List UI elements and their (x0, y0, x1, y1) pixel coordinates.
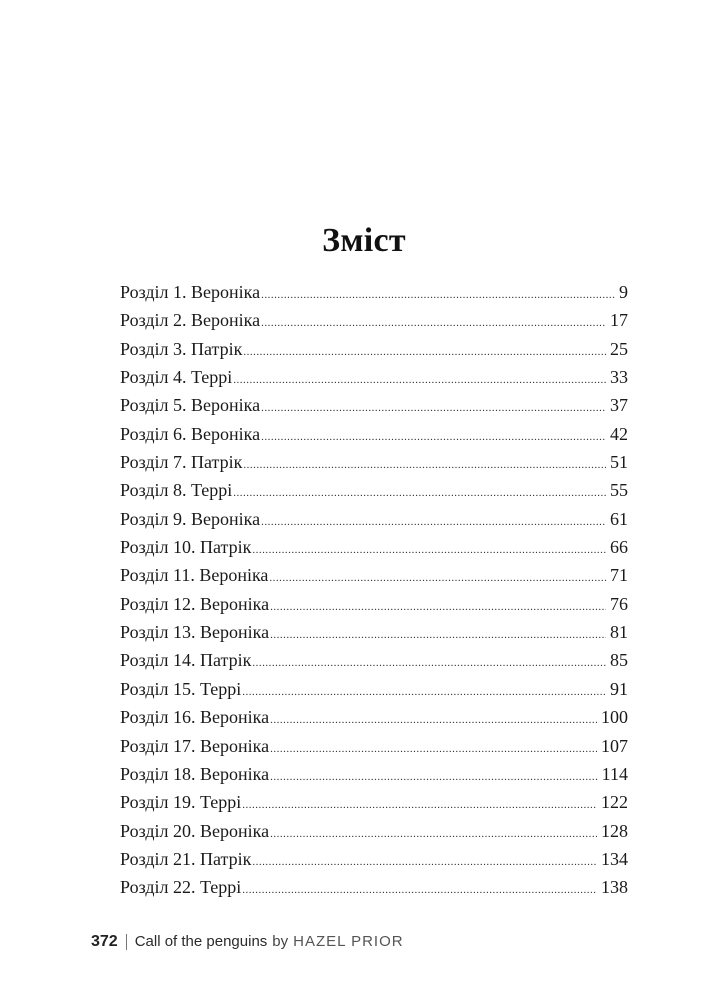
toc-entry (120, 509, 628, 537)
toc-dot-leader (242, 884, 597, 896)
toc-entry-page-number: 9 (619, 282, 628, 302)
toc-entry-label: Розділ 21. Патрік (120, 848, 252, 869)
toc-dot-leader (270, 714, 597, 726)
toc-dot-leader (252, 544, 606, 556)
footer-page-number: 372 (91, 933, 118, 950)
toc-dot-leader (270, 828, 597, 840)
toc-entry-label: Розділ 4. Террі (120, 367, 233, 388)
toc-entry (120, 821, 628, 849)
toc-entry-label: Розділ 15. Террі (120, 678, 242, 699)
toc-entry-page-number: 122 (601, 792, 628, 813)
toc-entry-page-number: 25 (610, 338, 628, 359)
toc-entry (120, 452, 628, 480)
footer-author: HAZEL PRIOR (293, 933, 404, 950)
page-title: Зміст (322, 222, 406, 259)
toc-entry (120, 565, 628, 593)
toc-entry-label: Розділ 10. Патрік (120, 537, 252, 558)
toc-entry (120, 707, 628, 735)
toc-entry-page-number: 66 (610, 537, 628, 558)
toc-dot-leader (261, 516, 606, 528)
toc-entry-label: Розділ 5. Вероніка (120, 395, 261, 416)
toc-entry-label: Розділ 1. Вероніка (120, 282, 261, 302)
toc-dot-leader (233, 374, 606, 386)
toc-entry-page-number: 100 (601, 707, 628, 728)
toc-entry (120, 650, 628, 678)
toc-entry-label: Розділ 18. Вероніка (120, 763, 270, 784)
toc-entry-page-number: 81 (610, 622, 628, 643)
toc-entry (120, 395, 628, 423)
toc-entry-label: Розділ 16. Вероніка (120, 707, 270, 728)
toc-dot-leader (270, 629, 606, 641)
footer-book-title: Call of the penguins (134, 933, 268, 950)
toc-dot-leader (270, 601, 606, 613)
toc-dot-leader (243, 346, 606, 358)
toc-entry-label: Розділ 8. Террі (120, 480, 233, 501)
toc-entry (120, 622, 628, 650)
toc-entry (120, 679, 628, 707)
toc-dot-leader (261, 402, 606, 414)
toc-entry-label: Розділ 3. Патрік (120, 338, 243, 359)
toc-entry (120, 480, 628, 508)
toc-entry (120, 594, 628, 622)
toc-entry-page-number: 17 (610, 310, 628, 331)
toc-entry-label: Розділ 11. Вероніка (120, 565, 269, 586)
toc-entry-label: Розділ 9. Вероніка (120, 508, 261, 529)
toc-entry-page-number: 42 (610, 423, 628, 444)
toc-entry-page-number: 71 (610, 565, 628, 586)
toc-entry-page-number: 114 (601, 763, 628, 784)
toc-entry-page-number: 55 (610, 480, 628, 501)
toc-entry (120, 877, 628, 905)
toc-entry-page-number: 85 (610, 650, 628, 671)
table-of-contents (120, 282, 628, 906)
toc-dot-leader (243, 459, 606, 471)
toc-entry-label: Розділ 19. Террі (120, 792, 242, 813)
toc-entry-page-number: 91 (610, 678, 628, 699)
toc-dot-leader (261, 431, 606, 443)
page-footer (91, 933, 404, 951)
toc-entry (120, 339, 628, 367)
toc-dot-leader (242, 686, 606, 698)
toc-entry-label: Розділ 7. Патрік (120, 452, 243, 473)
toc-entry-page-number: 37 (610, 395, 628, 416)
toc-entry (120, 282, 628, 310)
toc-entry (120, 537, 628, 565)
toc-dot-leader (242, 799, 597, 811)
toc-entry (120, 792, 628, 820)
toc-dot-leader (261, 317, 606, 329)
toc-entry-label: Розділ 6. Вероніка (120, 423, 261, 444)
toc-entry-label: Розділ 12. Вероніка (120, 593, 270, 614)
toc-dot-leader (233, 487, 606, 499)
toc-entry-page-number: 107 (601, 735, 628, 756)
toc-entry (120, 310, 628, 338)
toc-dot-leader (269, 572, 606, 584)
footer-by: by (272, 933, 289, 950)
toc-entry-label: Розділ 20. Вероніка (120, 820, 270, 841)
toc-dot-leader (270, 771, 598, 783)
toc-dot-leader (270, 743, 597, 755)
toc-entry-label: Розділ 13. Вероніка (120, 622, 270, 643)
toc-entry-page-number: 138 (601, 877, 628, 898)
toc-entry (120, 736, 628, 764)
toc-entry-page-number: 33 (610, 367, 628, 388)
toc-entry-page-number: 51 (610, 452, 628, 473)
toc-entry-label: Розділ 22. Террі (120, 877, 242, 898)
toc-entry-page-number: 128 (601, 820, 628, 841)
toc-entry-page-number: 61 (610, 508, 628, 529)
toc-entry-label: Розділ 2. Вероніка (120, 310, 261, 331)
toc-entry-label: Розділ 14. Патрік (120, 650, 252, 671)
toc-entry-page-number: 76 (610, 593, 628, 614)
footer-separator (126, 934, 127, 950)
toc-entry (120, 764, 628, 792)
toc-entry-label: Розділ 17. Вероніка (120, 735, 270, 756)
toc-entry (120, 367, 628, 395)
toc-dot-leader (252, 657, 606, 669)
toc-entry (120, 424, 628, 452)
toc-entry (120, 849, 628, 877)
toc-entry-page-number: 134 (601, 848, 628, 869)
toc-dot-leader (261, 289, 615, 301)
toc-dot-leader (252, 856, 597, 868)
